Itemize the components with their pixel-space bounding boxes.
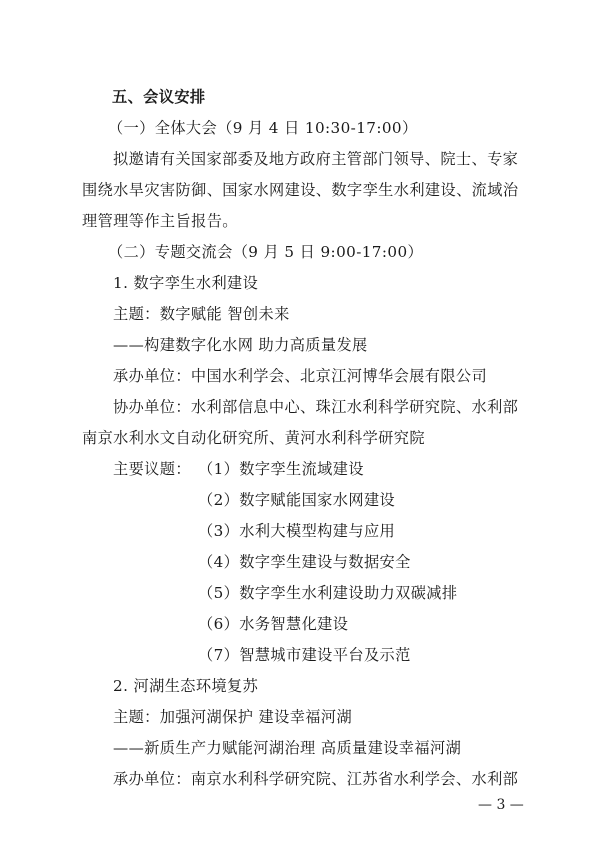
topic2-theme: 主题：加强河湖保护 建设幸福河湖 bbox=[113, 708, 353, 726]
topic2-organizer: 承办单位：南京水利科学研究院、江苏省水利学会、水利部 bbox=[113, 770, 519, 788]
topic1-title: 1. 数字孪生水利建设 bbox=[113, 274, 259, 292]
topic1-organizer: 承办单位：中国水利学会、北京江河博华会展有限公司 bbox=[113, 367, 488, 385]
agenda-item: （6）水务智慧化建设 bbox=[198, 615, 349, 633]
sessions-title: （二）专题交流会（9 月 5 日 9:00-17:00） bbox=[108, 243, 424, 261]
agenda-item: （1）数字孪生流域建设 bbox=[198, 460, 364, 478]
topic2-subtitle: ——新质生产力赋能河湖治理 高质量建设幸福河湖 bbox=[113, 739, 462, 757]
plenary-title: （一）全体大会（9 月 4 日 10:30-17:00） bbox=[108, 119, 418, 137]
topic2-title: 2. 河湖生态环境复苏 bbox=[113, 677, 259, 695]
agenda-item: （5）数字孪生水利建设助力双碳减排 bbox=[198, 584, 458, 602]
plenary-body-line: 围绕水旱灾害防御、国家水网建设、数字孪生水利建设、流域治 bbox=[82, 181, 519, 199]
topic1-subtitle: ——构建数字化水网 助力高质量发展 bbox=[113, 336, 368, 354]
section-heading: 五、会议安排 bbox=[112, 88, 206, 106]
topic1-agenda-label: 主要议题： bbox=[113, 460, 191, 478]
page-number: — 3 — bbox=[478, 797, 524, 813]
topic1-co-organizer-line: 协办单位：水利部信息中心、珠江水利科学研究院、水利部 bbox=[113, 398, 519, 416]
topic1-theme: 主题：数字赋能 智创未来 bbox=[113, 305, 290, 323]
agenda-item: （4）数字孪生建设与数据安全 bbox=[198, 553, 411, 571]
topic1-co-organizer-line: 南京水利水文自动化研究所、黄河水利科学研究院 bbox=[82, 429, 425, 447]
plenary-body-line: 理管理等作主旨报告。 bbox=[82, 212, 238, 230]
agenda-item: （3）水利大模型构建与应用 bbox=[198, 522, 396, 540]
agenda-item: （2）数字赋能国家水网建设 bbox=[198, 491, 396, 509]
agenda-item: （7）智慧城市建设平台及示范 bbox=[198, 646, 411, 664]
plenary-body-line: 拟邀请有关国家部委及地方政府主管部门领导、院士、专家 bbox=[113, 150, 519, 168]
